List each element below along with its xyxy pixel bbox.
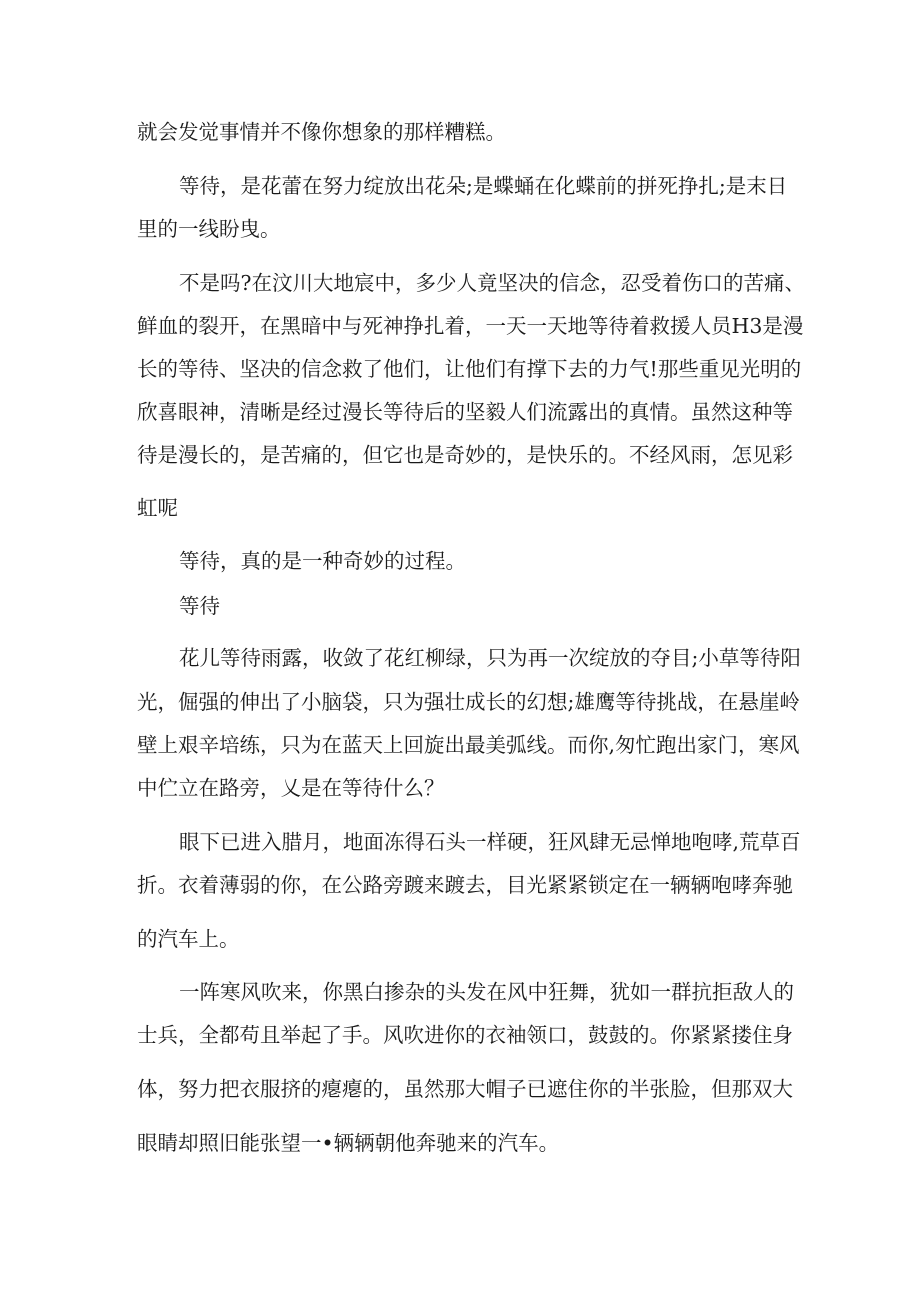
text-line: 不是吗?在汶川大地宸中，多少人竟坚决的信念，忍受着伤口的苦痛、 (179, 271, 805, 295)
text-line: 等待，是花蕾在努力绽放出花朵;是蝶蛹在化蝶前的拼死挣扎;是末日 (179, 174, 788, 198)
text-line: 眼下已进入腊月，地面冻得石头一样硬，狂风肆无忌惮地咆哮,荒草百 (179, 830, 801, 854)
text-line: 欣喜眼神，清晰是经过漫长等待后的坚毅人们流露出的真情。虽然这种等 (137, 400, 793, 424)
text-line: 里的一线盼曳。 (137, 217, 281, 241)
text-line: 长的等待、坚决的信念救了他们，让他们有撑下去的力气!那些重见光明的 (137, 357, 802, 381)
text-line: 待是漫长的，是苦痛的，但它也是奇妙的，是快乐的。不经风雨，怎见彩 (137, 443, 793, 467)
text-line: 眼睛却照旧能张望一•辆辆朝他奔驰来的汽车。 (137, 1131, 560, 1155)
text-line: 鲜血的裂开，在黑暗中与死神挣扎着，一天一天地等待着救援人员H3是漫 (137, 314, 804, 338)
text-line: 士兵，全都苟且举起了手。风吹进你的衣袖领口，鼓鼓的。你紧紧搂住身 (137, 1023, 793, 1047)
text-line: 中伫立在路旁，乂是在等待什么？ (137, 776, 445, 800)
text-line: 一阵寒风吹来，你黑白掺杂的头发在风中狂舞，犹如一群抗拒敌人的 (179, 980, 794, 1004)
text-line: 等待，真的是一种奇妙的过程。 (179, 549, 466, 573)
section-heading: 等待 (179, 594, 220, 618)
text-line: 壁上艰辛培练，只为在蓝天上回旋出最美弧线。而你,匆忙跑出家门，寒风 (137, 733, 800, 757)
text-line: 折。衣着薄弱的你，在公路旁踱来踱去，目光紧紧锁定在一辆辆咆哮奔驰 (137, 873, 793, 897)
text-line: 体，努力把衣服挤的瘪瘪的，虽然那大帽子已遮住你的半张脸，但那双大 (137, 1077, 793, 1101)
text-line: 就会发觉事情并不像你想象的那样糟糕。 (137, 120, 506, 144)
text-line: 花儿等待雨露，收敛了花红柳绿，只为再一次绽放的夺目;小草等待阳 (179, 646, 801, 670)
text-line: 的汽车上。 (137, 927, 240, 951)
text-line: 虹呢 (137, 496, 178, 520)
text-line: 光，倔强的伸出了小脑袋，只为强壮成长的幻想;雄鹰等待挑战，在悬崖岭 (137, 690, 800, 714)
